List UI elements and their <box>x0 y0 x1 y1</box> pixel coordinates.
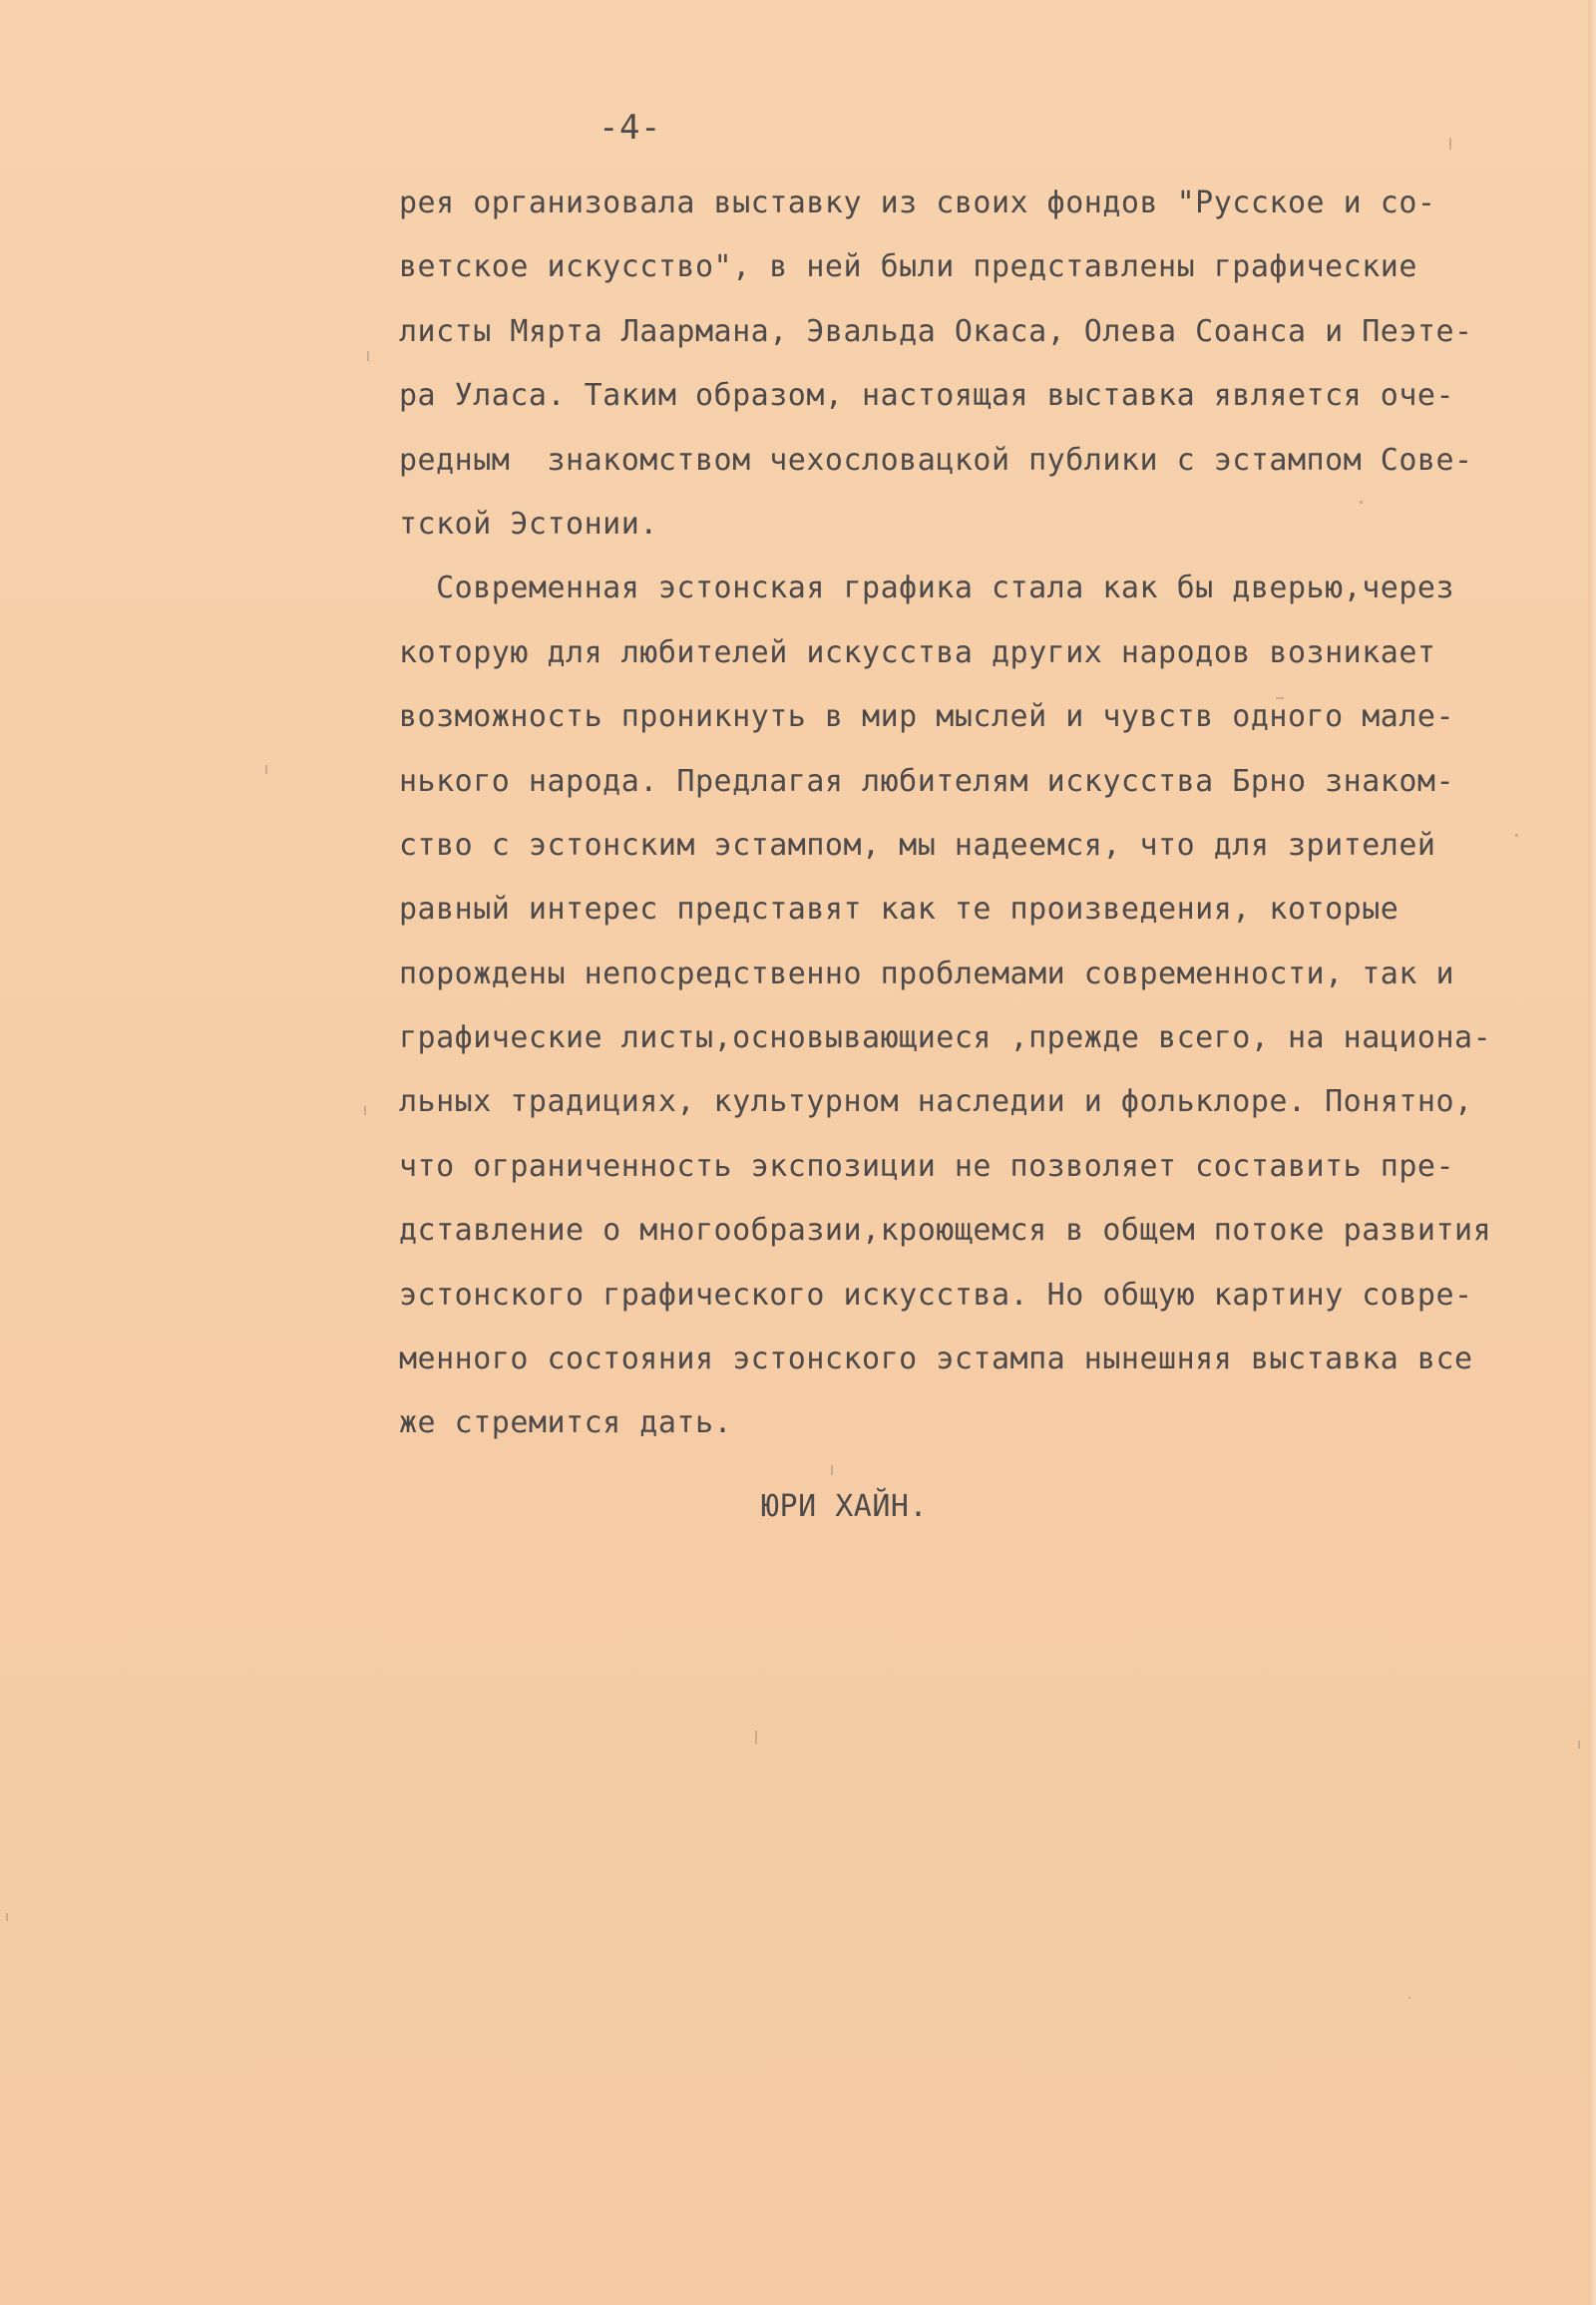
paper-speck <box>364 1106 366 1115</box>
text-line: менного состояния эстонского эстампа нынешняя выставка все <box>399 1342 1473 1377</box>
paper-speck <box>1276 697 1284 699</box>
paper-speck <box>367 351 369 361</box>
text-line: ство с эстонским эстампом, мы надеемся, что для зрителей <box>399 827 1436 863</box>
text-line: эстонского графического искусства. Но общую картину совре- <box>399 1277 1473 1313</box>
author-signature: ЮРИ ХАЙН. <box>761 1489 929 1524</box>
paper-speck <box>265 765 267 774</box>
text-line: что ограниченность экспозиции не позволяет составить пре- <box>399 1148 1455 1184</box>
text-line: ра Уласа. Таким образом, настоящая выставка является оче- <box>399 378 1455 414</box>
text-line: листы Мярта Лаармана, Эвальда Окаса, Олева Соанса и Пеэте- <box>399 313 1473 349</box>
text-line: возможность проникнуть в мир мыслей и чувств одного мале- <box>399 699 1455 735</box>
text-line: льных традициях, культурном наследии и фольклоре. Понятно, <box>399 1084 1473 1120</box>
text-line: Современная эстонская графика стала как бы дверью,через <box>399 571 1455 606</box>
page-edge <box>1588 0 1596 2305</box>
text-line: редным знакомством чехословацкой публики с эстампом Сове- <box>399 442 1473 478</box>
paper-speck <box>1408 1997 1410 1999</box>
text-line: графические листы,основывающиеся ,прежде всего, на национа- <box>399 1020 1492 1056</box>
text-line: рея организовала выставку из своих фондов "Русское и со- <box>399 186 1436 220</box>
paper-speck <box>1449 138 1451 150</box>
text-line: дставление о многообразии,кроющемся в общем потоке развития <box>399 1213 1492 1249</box>
text-line: которую для любителей искусства других народов возникает <box>399 634 1436 670</box>
paper-speck <box>831 1465 833 1475</box>
paper-speck <box>1578 1740 1580 1748</box>
text-line: же стремится дать. <box>399 1405 733 1441</box>
text-line: равный интерес представят как те произведения, которые <box>399 892 1399 928</box>
paper-speck <box>1360 501 1363 504</box>
page-number: -4- <box>598 108 661 148</box>
text-line: тской Эстонии. <box>399 506 658 542</box>
paper-speck <box>755 1730 757 1744</box>
paper-speck <box>6 1913 8 1921</box>
body-text <box>399 172 1586 1456</box>
paper-speck <box>1515 834 1518 837</box>
text-line: ветское искусство", в ней были представлены графические <box>399 249 1417 285</box>
text-line: нького народа. Предлагая любителям искусства Брно знаком- <box>399 763 1455 799</box>
text-line: порождены непосредственно проблемами современности, так и <box>399 956 1455 991</box>
